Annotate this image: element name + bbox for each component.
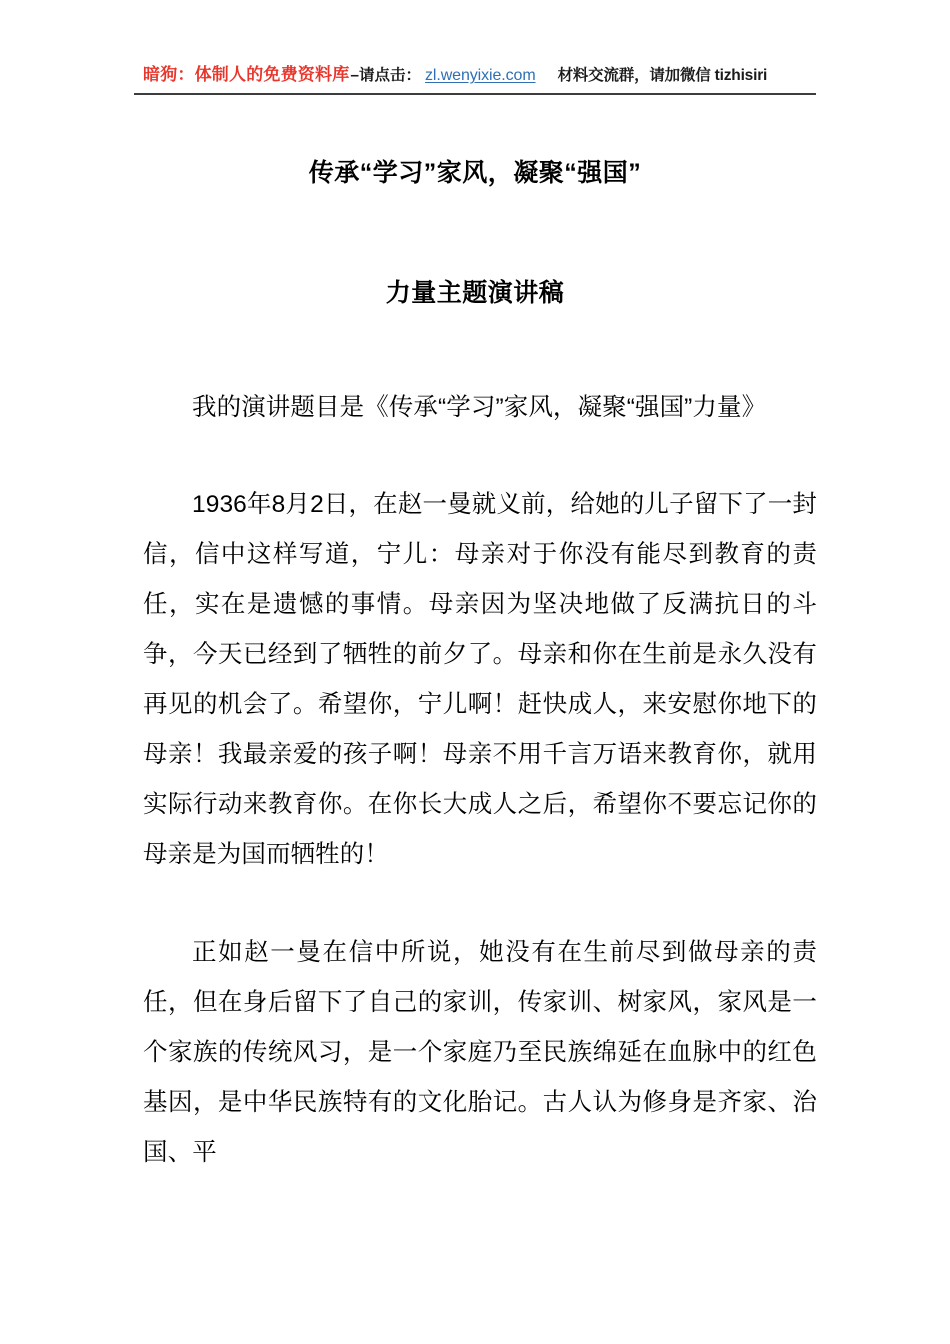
promo-url-link[interactable]: zl.wenyixie.com bbox=[425, 67, 536, 84]
promo-wechat-text: 材料交流群，请加微信 tizhisiri bbox=[557, 67, 768, 84]
paragraph-intro: 我的演讲题目是《传承“学习”家风，凝聚“强国”力量》 bbox=[192, 394, 767, 421]
document-title-line-1: 传承“学习”家风，凝聚“强国” bbox=[308, 159, 642, 187]
promo-click-label: –请点击： bbox=[350, 67, 422, 84]
document-title-line-2: 力量主题演讲稿 bbox=[385, 279, 565, 307]
paragraph-commentary: 正如赵一曼在信中所说，她没有在生前尽到做母亲的责任，但在身后留下了自己的家训，传家训、树家风，家风是一个家族的传统风习，是一个家庭乃至民族绵延在血脉中的红色基因，是中华民族特有的文化胎记。古人认为修身是齐家、治国、平 bbox=[143, 939, 817, 1166]
promo-banner bbox=[143, 60, 815, 96]
promo-brand-text: 暗狗：体制人的免费资料库 bbox=[143, 65, 350, 84]
document-body bbox=[143, 383, 817, 1178]
promo-line bbox=[143, 60, 815, 91]
header-divider bbox=[134, 93, 816, 95]
paragraph-letter: 1936年8月2日，在赵一曼就义前，给她的儿子留下了一封信，信中这样写道，宁儿：母亲对于你没有能尽到教育的责任，实在是遗憾的事情。母亲因为坚决地做了反满抗日的斗争，今天已经到了牺牲的前夕了。母亲和你在生前是永久没有再见的机会了。希望你，宁儿啊！赶快成人，来安慰你地下的母亲！我最亲爱的孩子啊！母亲不用千言万语来教育你，就用实际行动来教育你。在你长大成人之后，希望你不要忘记你的母亲是为国而牺牲的！ bbox=[143, 491, 817, 868]
